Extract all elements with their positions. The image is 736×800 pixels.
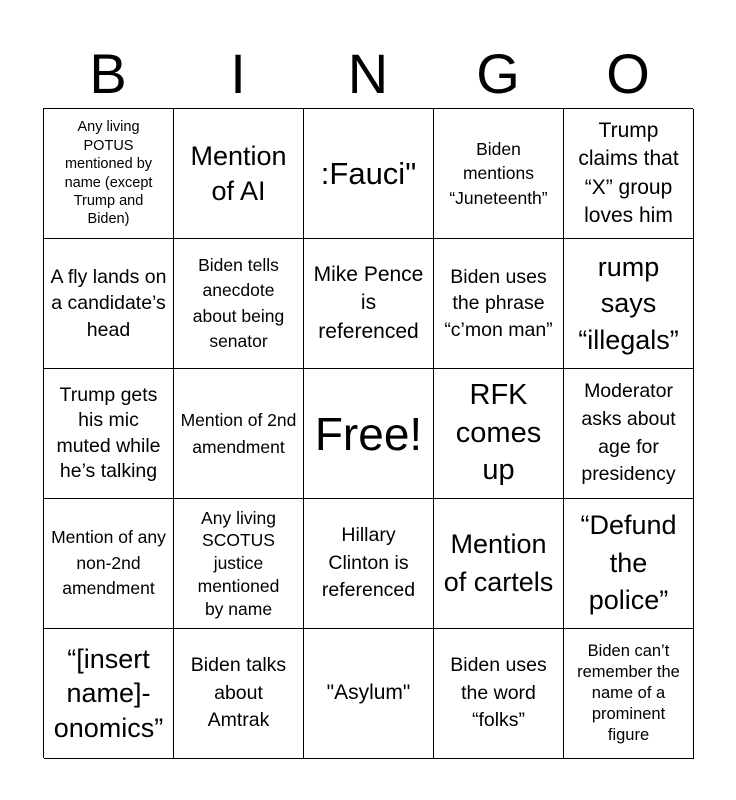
header-letter-o: O [606,42,650,105]
cell-text: Biden uses the word “folks” [450,653,547,732]
cell-text: "Asylum" [326,681,411,705]
bingo-cell[interactable] [564,369,694,499]
cell-text: rump says “illegals” [578,251,679,355]
bingo-cell[interactable] [564,109,694,239]
cell-text: Mention of AI [190,140,287,206]
bingo-cell[interactable] [434,109,564,239]
bingo-cell[interactable] [44,369,174,499]
cell-text: Biden talks about Amtrak [190,653,287,732]
bingo-cell[interactable] [174,499,304,629]
bingo-cell[interactable] [434,499,564,629]
cell-text: Mention of any non-2nd amendment [51,527,166,599]
bingo-cell[interactable] [434,239,564,369]
bingo-cell[interactable] [174,629,304,759]
bingo-cell[interactable] [304,109,434,239]
bingo-cell[interactable] [304,499,434,629]
bingo-cell[interactable] [304,239,434,369]
cell-text: A fly lands on a candidate’s head [50,266,167,341]
cell-text: RFK comes up [455,378,542,487]
cell-text: Moderator asks about age for presidency [581,380,676,486]
bingo-cell[interactable] [44,109,174,239]
cell-text: Trump claims that “X” group loves him [578,118,679,227]
header-letter-i: I [230,42,246,105]
cell-text: Any living POTUS mentioned by name (except Trump and Biden) [64,119,153,228]
header-letter-g: G [476,42,520,105]
bingo-cell[interactable] [304,369,434,499]
bingo-cell[interactable] [174,369,304,499]
bingo-cell[interactable] [564,239,694,369]
cell-text: Free! [314,407,423,460]
bingo-cell[interactable] [174,109,304,239]
cell-text: Mention of 2nd amendment [180,410,297,457]
cell-text: Biden can’t remember the name of a prominent figure [577,641,680,745]
cell-text: Biden mentions “Juneteenth” [449,138,548,208]
bingo-cell[interactable] [434,369,564,499]
cell-text: Biden uses the phrase “c’mon man” [444,266,553,341]
cell-text: Mention of cartels [443,528,554,597]
bingo-cell[interactable] [44,629,174,759]
bingo-cell[interactable] [44,499,174,629]
bingo-cell[interactable] [564,499,694,629]
cell-text: Any living SCOTUS justice mentioned by name [197,507,280,619]
bingo-cell[interactable] [304,629,434,759]
cell-text: :Fauci" [320,155,417,191]
bingo-cell[interactable] [174,239,304,369]
header-letter-b: B [89,42,127,105]
bingo-cell[interactable] [44,239,174,369]
cell-text: Biden tells anecdote about being senator [192,254,285,351]
cell-text: “Defund the police” [580,509,677,616]
cell-text: Hillary Clinton is referenced [321,523,416,602]
cell-text: “[insert name]-onomics” [53,643,164,743]
bingo-cell[interactable] [434,629,564,759]
bingo-header [43,40,693,108]
bingo-cell[interactable] [564,629,694,759]
header-letter-n: N [347,42,389,105]
cell-text: Trump gets his mic muted while he’s talking [56,383,161,482]
cell-text: Mike Pence is referenced [313,262,424,343]
bingo-board [43,108,693,758]
